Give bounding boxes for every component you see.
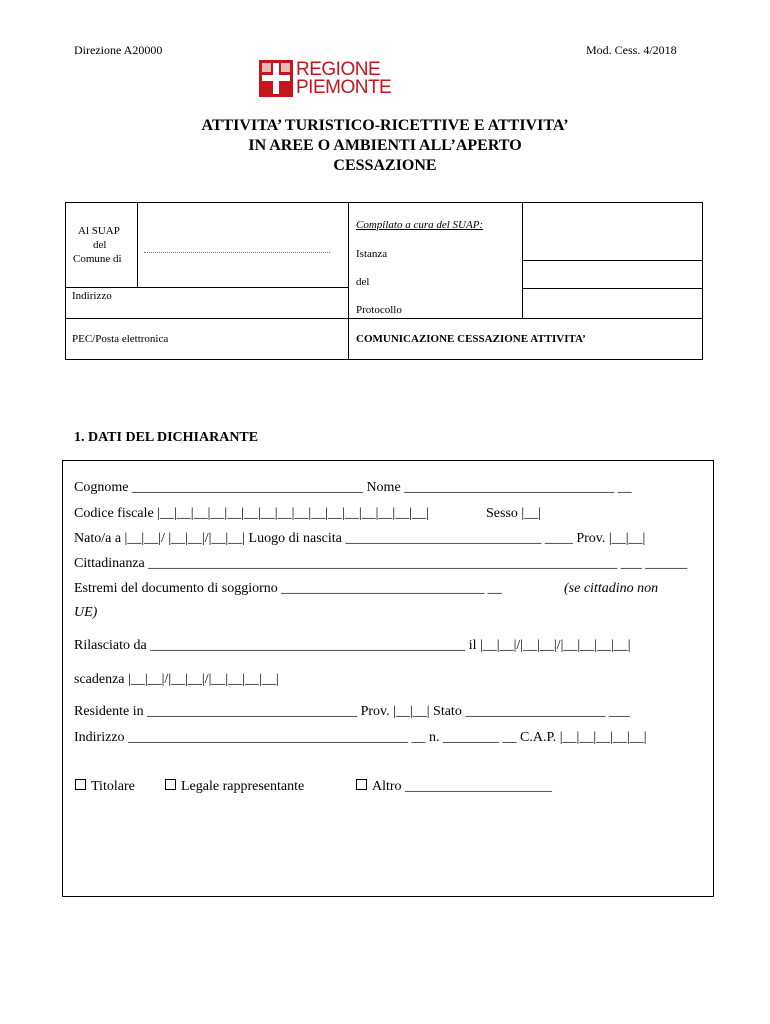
estremi-documento-field[interactable]: Estremi del documento di soggiorno _____________________________ __ [74, 581, 502, 596]
cittadinanza-field[interactable]: Cittadinanza ___________________________________________________________________ ___ ______ [74, 556, 688, 571]
sesso-field[interactable]: Sesso |__| [486, 506, 542, 521]
logo-line1: REGIONE [296, 59, 381, 80]
indirizzo-label: Indirizzo [72, 290, 112, 302]
header-left: Direzione A20000 [74, 43, 163, 57]
scadenza-field[interactable]: scadenza |__|__|/|__|__|/|__|__|__|__| [74, 672, 279, 687]
comune-di-label: Comune di [73, 253, 122, 265]
codice-fiscale-field[interactable]: Codice fiscale |__|__|__|__|__|__|__|__|__|__|__|__|__|__|__|__| [74, 506, 429, 521]
comunicazione-label: COMUNICAZIONE CESSAZIONE ATTIVITA’ [356, 333, 586, 345]
pec-label: PEC/Posta elettronica [72, 333, 169, 345]
al-suap-label: Al SUAP [78, 225, 120, 237]
header-right: Mod. Cess. 4/2018 [586, 43, 677, 57]
title-line1: ATTIVITA’ TURISTICO-RICETTIVE E ATTIVITA’ [201, 117, 569, 134]
protocollo-label: Protocollo [356, 304, 402, 316]
residente-field[interactable]: Residente in ______________________________ Prov. |__|__| Stato ____________________ ___ [74, 704, 630, 719]
titolare-label: Titolare [91, 779, 135, 794]
del-label: del [93, 239, 107, 251]
rilasciato-field[interactable]: Rilasciato da _____________________________________________ il |__|__|/|__|__|/|__|__|__|__| [74, 638, 631, 653]
istanza-label: Istanza [356, 248, 388, 260]
se-cittadino-note: (se cittadino non [564, 581, 659, 596]
title-line3: CESSAZIONE [333, 157, 437, 174]
legale-option[interactable] [165, 779, 304, 795]
section1-heading: 1. DATI DEL DICHIARANTE [74, 430, 259, 445]
del2-label: del [356, 276, 370, 288]
titolare-option[interactable] [75, 779, 135, 795]
legale-checkbox[interactable] [165, 779, 176, 790]
altro-checkbox[interactable] [356, 779, 367, 790]
altro-option[interactable] [356, 779, 552, 795]
titolare-checkbox[interactable] [75, 779, 86, 790]
indirizzo-field[interactable]: Indirizzo ________________________________________ __ n. ________ __ C.A.P. |__|__|__|__|__| [74, 730, 647, 745]
ue-note: UE) [74, 605, 98, 620]
compilato-label: Compilato a cura del SUAP: [356, 219, 484, 231]
legale-label: Legale rappresentante [181, 779, 305, 794]
cognome-field[interactable]: Cognome _________________________________ Nome ______________________________ __ [74, 480, 632, 495]
logo-line2: PIEMONTE [296, 77, 392, 98]
comune-field[interactable] [144, 252, 330, 253]
title-line2: IN AREE O AMBIENTI ALL’APERTO [248, 137, 522, 154]
nascita-field[interactable]: Nato/a a |__|__|/ |__|__|/|__|__| Luogo di nascita ____________________________ ____ Prov. |__|__| [74, 531, 646, 546]
altro-label: Altro _____________________ [372, 779, 553, 794]
